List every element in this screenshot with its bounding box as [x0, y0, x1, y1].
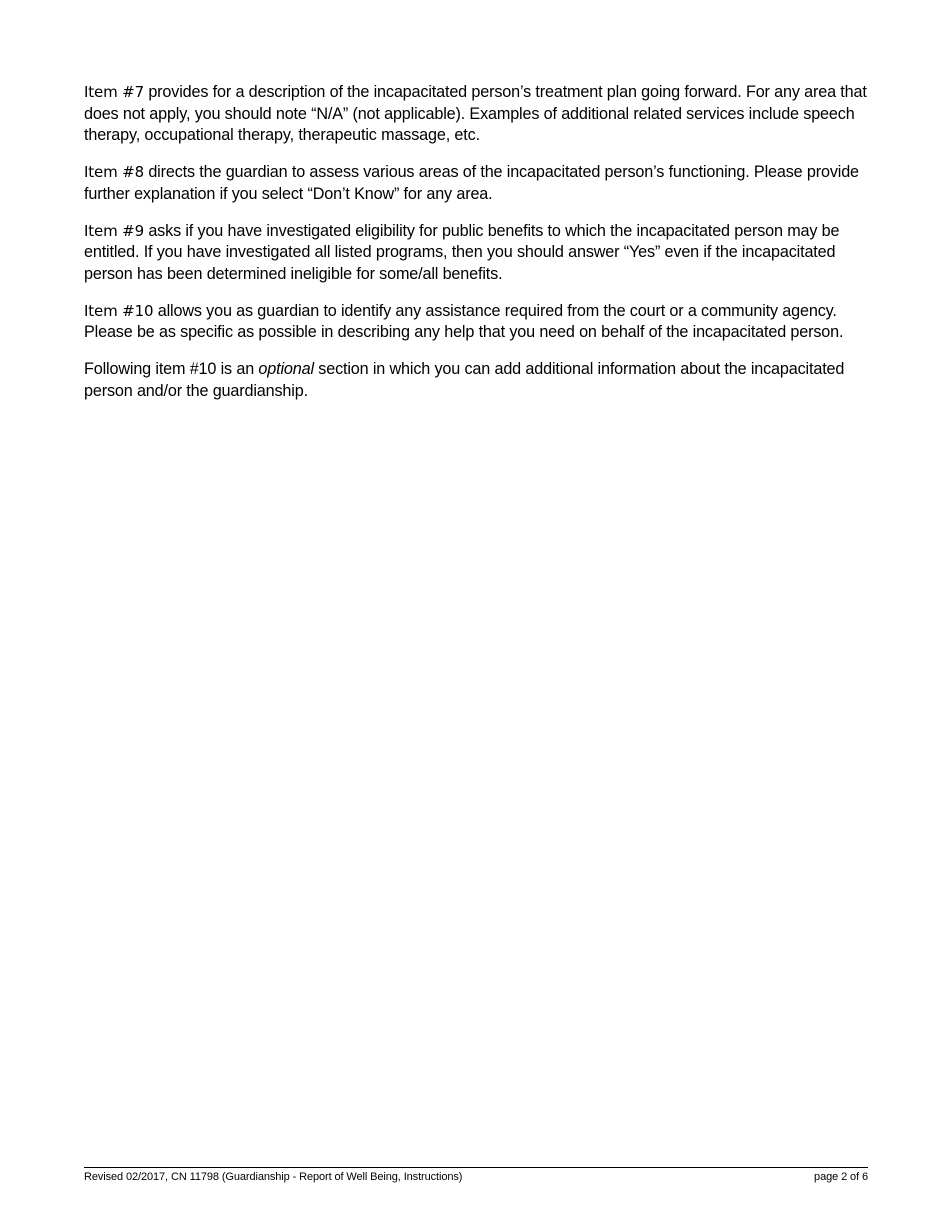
optional-section-paragraph	[84, 359, 870, 402]
optional-emphasis: optional	[258, 360, 314, 379]
item-8-text: directs the guardian to assess various areas of the incapacitated person’s functioning. Please provide further explanation if you select “Don’t Know” for any area.	[84, 163, 859, 203]
item-8-paragraph	[84, 162, 870, 205]
item-9-label: Item #9	[84, 221, 144, 240]
item-7-paragraph	[84, 82, 870, 147]
item-9-text: asks if you have investigated eligibility for public benefits to which the incapacitated person may be entitled. If you have investigated all listed programs, then you should answer “Yes” even if the incapacitated person has been determined ineligible for some/all benefits.	[84, 221, 840, 283]
page-number: page 2 of 6	[814, 1171, 868, 1183]
item-7-label: Item #7	[84, 83, 144, 101]
optional-section-text-end: section in which you can add additional information about the incapacitated person and/or the guardianship.	[84, 360, 845, 400]
item-10-text: allows you as guardian to identify any assistance required from the court or a community agency. Please be as specific as possible in describing any help that you need on behalf of the incapacitated person.	[84, 301, 844, 342]
item-10-label: Item #10	[84, 301, 154, 320]
page-footer	[84, 1167, 868, 1184]
document-body	[84, 82, 870, 417]
optional-section-text-start: Following item #10 is an	[84, 360, 259, 379]
item-10-paragraph	[84, 301, 870, 344]
item-8-label: Item #8	[84, 163, 144, 182]
item-9-paragraph	[84, 221, 870, 286]
item-7-text: provides for a description of the incapacitated person’s treatment plan going forward. For any area that does not apply, you should note “N/A” (not applicable). Examples of additional related services include speech therapy, occupational therapy, therapeutic massage, etc.	[84, 83, 867, 145]
footer-revision-text: Revised 02/2017, CN 11798 (Guardianship - Report of Well Being, Instructions)	[84, 1171, 463, 1183]
